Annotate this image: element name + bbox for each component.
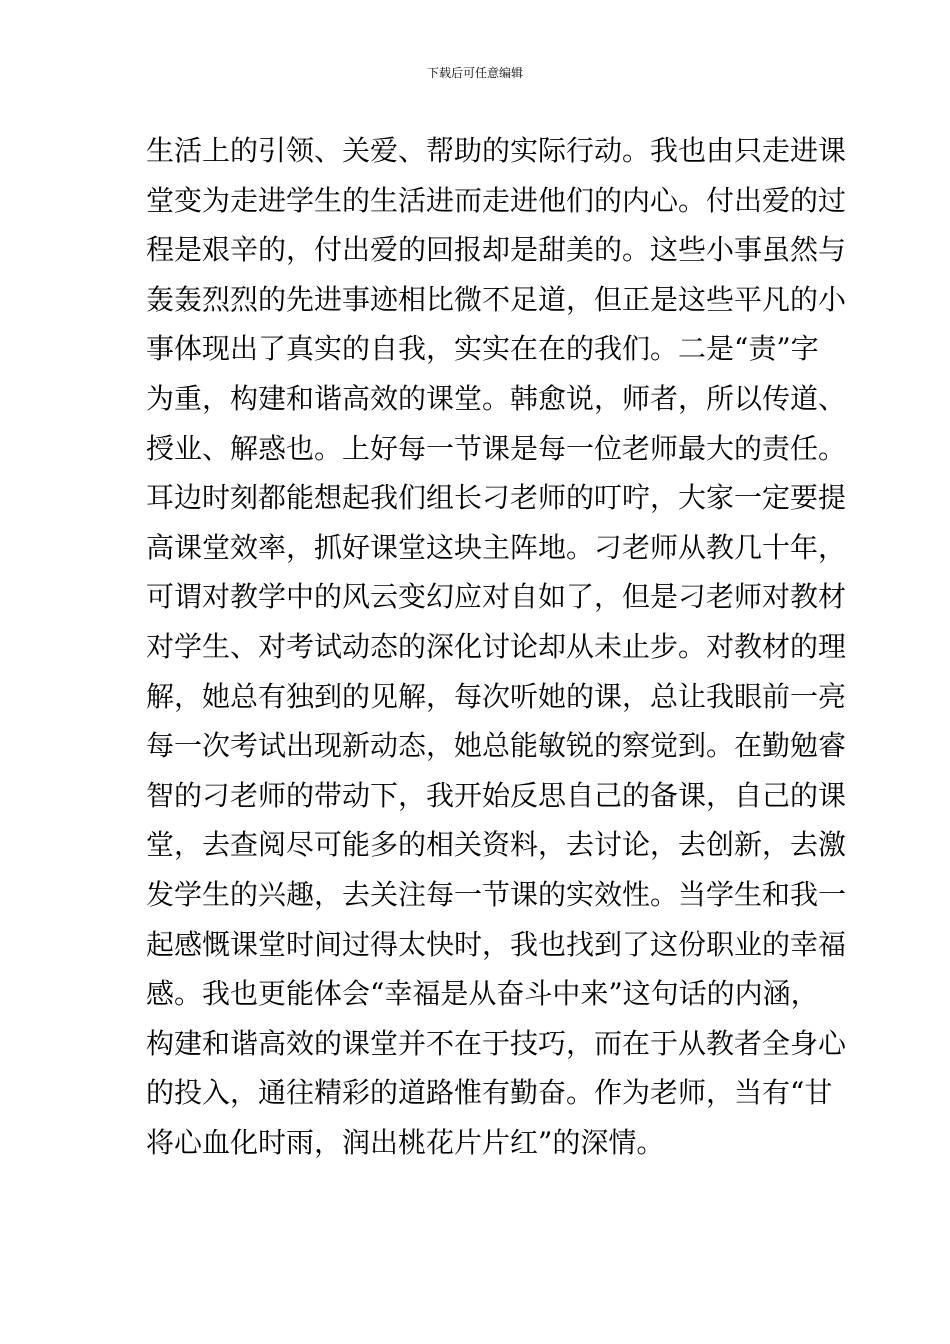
text-line: 为重，构建和谐高效的课堂。韩愈说，师者，所以传道、 — [146, 381, 847, 415]
text-line: 耳边时刻都能想起我们组长刁老师的叮咛，大家一定要提 — [146, 481, 847, 515]
text-line: 解，她总有独到的见解，每次听她的课，总让我眼前一亮 — [146, 679, 847, 713]
text-line: 发学生的兴趣，去关注每一节课的实效性。当学生和我一 — [146, 877, 847, 911]
text-line: 授业、解惑也。上好每一节课是每一位老师最大的责任。 — [146, 431, 847, 465]
text-line: 将心血化时雨，润出桃花片片红”的深情。 — [146, 1125, 665, 1159]
text-line: 生活上的引领、关爱、帮助的实际行动。我也由只走进课 — [146, 134, 847, 167]
text-line: 的投入，通往精彩的道路惟有勤奋。作为老师，当有“甘 — [146, 1076, 833, 1110]
text-line: 事体现出了真实的自我，实实在在的我们。二是“责”字 — [146, 332, 819, 366]
text-line: 可谓对教学中的风云变幻应对自如了，但是刁老师对教材 — [146, 580, 847, 614]
text-line: 轰轰烈烈的先进事迹相比微不足道，但正是这些平凡的小 — [146, 282, 847, 316]
text-line: 程是艰辛的，付出爱的回报却是甜美的。这些小事虽然与 — [146, 233, 847, 267]
body-text — [146, 126, 847, 1167]
text-line: 对学生、对考试动态的深化讨论却从未止步。对教材的理 — [146, 629, 847, 663]
page-header: 下载后可任意编辑 — [426, 66, 523, 80]
text-line: 高课堂效率，抓好课堂这块主阵地。刁老师从教几十年， — [146, 530, 847, 564]
text-line: 堂，去查阅尽可能多的相关资料，去讨论，去创新，去激 — [146, 828, 847, 862]
text-line: 起感慨课堂时间过得太快时，我也找到了这份职业的幸福 — [146, 927, 847, 961]
text-line: 构建和谐高效的课堂并不在于技巧，而在于从教者全身心 — [146, 1026, 847, 1060]
text-line: 每一次考试出现新动态，她总能敏锐的察觉到。在勤勉睿 — [146, 729, 847, 763]
text-line: 堂变为走进学生的生活进而走进他们的内心。付出爱的过 — [146, 183, 847, 217]
text-line: 智的刁老师的带动下，我开始反思自己的备课，自己的课 — [146, 778, 847, 812]
text-line: 感。我也更能体会“幸福是从奋斗中来”这句话的内涵， — [146, 977, 819, 1011]
